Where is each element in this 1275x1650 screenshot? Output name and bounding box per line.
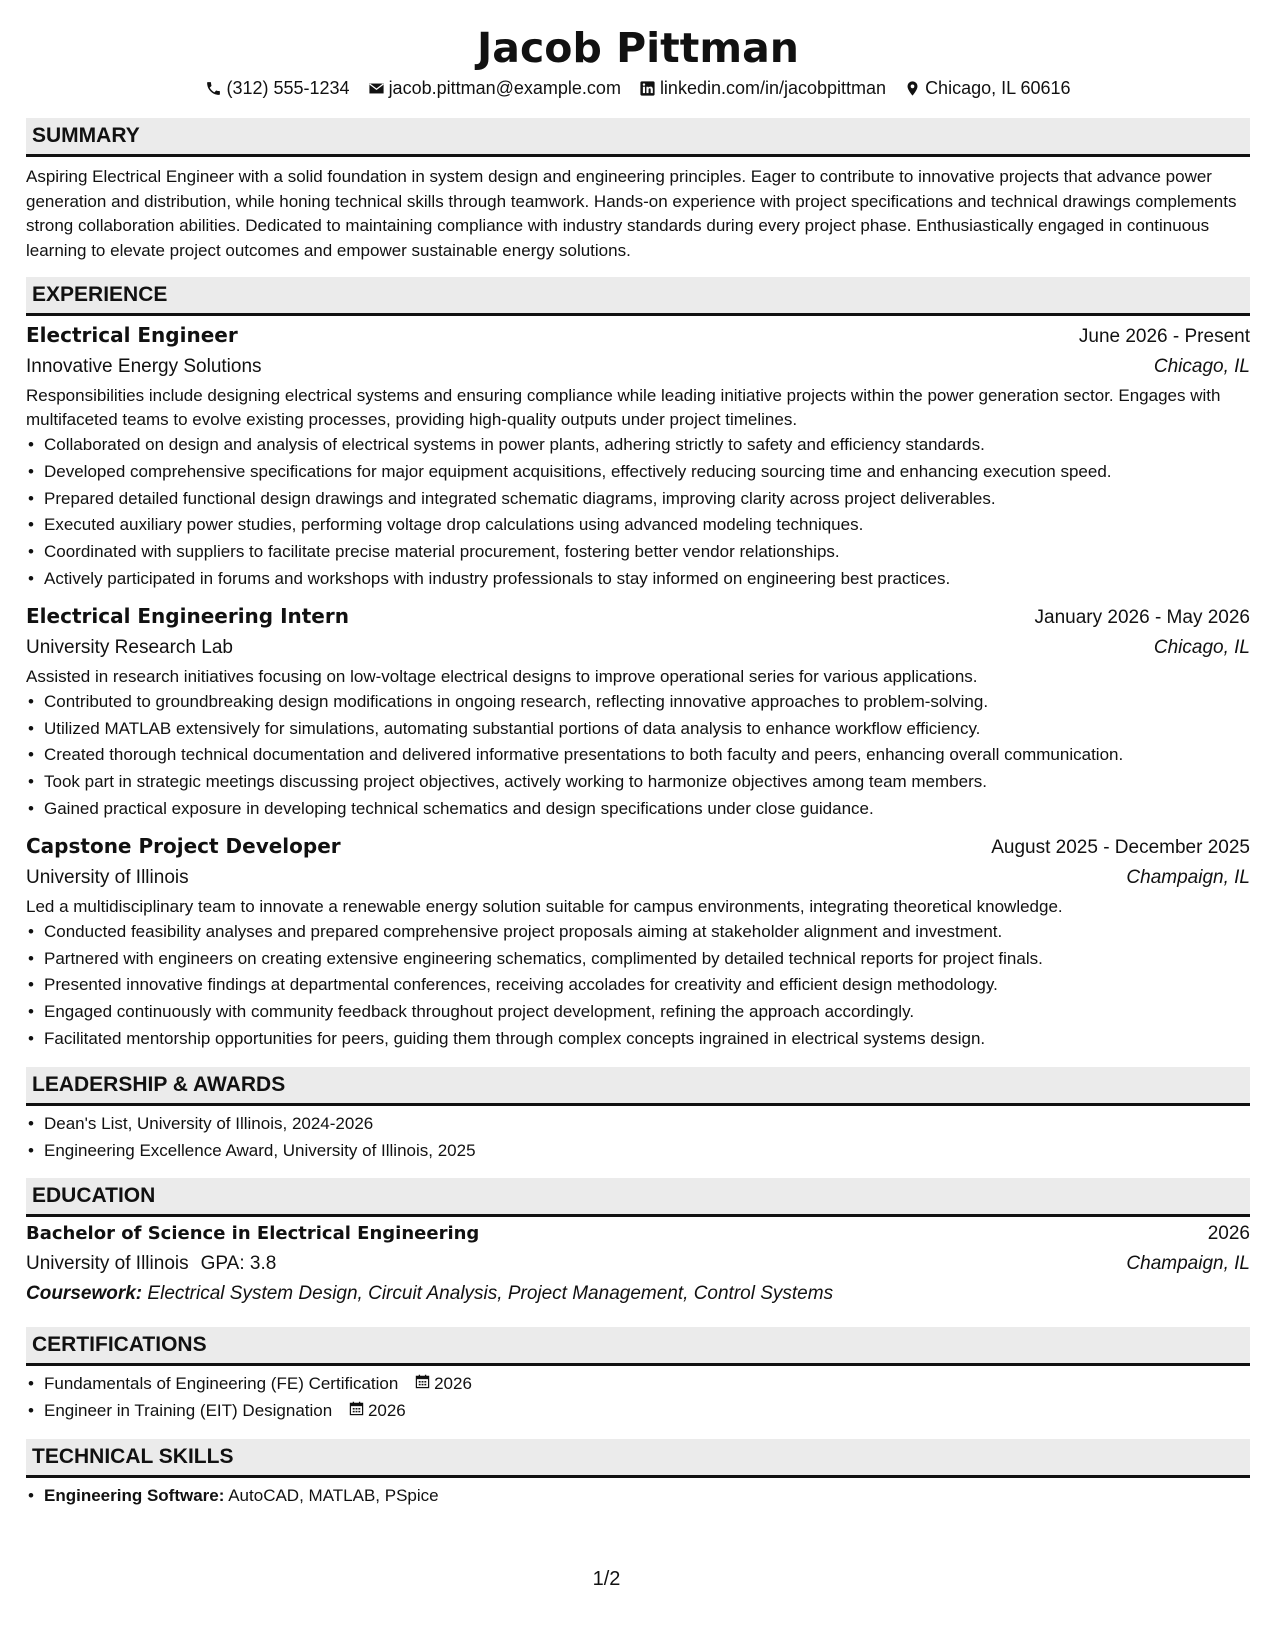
- section-heading: EXPERIENCE: [26, 277, 1250, 316]
- list-item: • Developed comprehensive specifications for major equipment acquisitions, effectively reducing sourcing time and enhancing execution speed.: [26, 459, 1250, 486]
- job-entry: [26, 831, 1250, 1053]
- job-title: Electrical Engineer: [26, 323, 238, 347]
- phone-text: (312) 555-1234: [226, 78, 350, 98]
- list-item: • Created thorough technical documentation and delivered informative presentations to both faculty and peers, enhancing overall communication.: [26, 742, 1250, 769]
- list-item: • Conducted feasibility analyses and prepared comprehensive project proposals aiming at stakeholder alignment and investment.: [26, 919, 1250, 946]
- certification-date: [349, 1398, 406, 1425]
- summary-section: [26, 118, 1250, 263]
- section-heading: EDUCATION: [26, 1178, 1250, 1217]
- phone-icon: [205, 80, 222, 97]
- skill-value: AutoCAD, MATLAB, PSpice: [228, 1485, 439, 1505]
- education-subheader: [26, 1249, 1250, 1279]
- list-item: • Prepared detailed functional design drawings and integrated schematic diagrams, improving clarity across project deliverables.: [26, 486, 1250, 513]
- job-subheader: [26, 633, 1250, 663]
- list-item: • Gained practical exposure in developing technical schematics and design specifications under close guidance.: [26, 796, 1250, 823]
- skills-list: [26, 1483, 1250, 1510]
- section-heading: SUMMARY: [26, 118, 1250, 157]
- job-entry: [26, 601, 1250, 823]
- section-heading: CERTIFICATIONS: [26, 1327, 1250, 1366]
- job-location: Champaign, IL: [1126, 866, 1250, 888]
- list-item: [26, 1371, 1250, 1398]
- list-item: [26, 1483, 1250, 1510]
- job-title: Electrical Engineering Intern: [26, 603, 349, 628]
- leadership-section: [26, 1067, 1250, 1165]
- envelope-icon: [368, 80, 385, 97]
- job-bullets: [26, 689, 1250, 823]
- list-item: • Facilitated mentorship opportunities for peers, guiding them through complex concepts ingrained in electrical systems design.: [26, 1026, 1250, 1053]
- list-item: • Contributed to groundbreaking design modifications in ongoing research, reflecting innovative approaches to problem-solving.: [26, 689, 1250, 716]
- certifications-section: [26, 1327, 1250, 1425]
- coursework: [26, 1279, 1250, 1309]
- contact-bar: [26, 76, 1250, 100]
- skills-section: [26, 1439, 1250, 1510]
- job-description: Responsibilities include designing electrical systems and ensuring compliance while leading initiative projects within the power generation sector. Engages with multifaceted teams to evolve existing processes, providing high-quality outputs under project timelines.: [26, 386, 1221, 429]
- awards-list: [26, 1111, 1250, 1165]
- job-company: Innovative Energy Solutions: [26, 356, 262, 377]
- linkedin-link[interactable]: linkedin.com/in/jacobpittman: [659, 78, 887, 98]
- school-name: University of Illinois: [26, 1253, 189, 1275]
- calendar-icon: [349, 1398, 364, 1425]
- education-section: [26, 1178, 1250, 1309]
- candidate-name: Jacob Pittman: [477, 24, 799, 72]
- job-header: [26, 320, 1250, 352]
- certification-name: Engineer in Training (EIT) Designation: [44, 1401, 333, 1421]
- job-title: Capstone Project Developer: [26, 833, 341, 858]
- certification-date: [415, 1371, 472, 1398]
- certification-year: 2026: [434, 1374, 472, 1394]
- contact-location: [904, 76, 1070, 100]
- page-number: 1/2: [592, 1568, 621, 1590]
- list-item: • Dean's List, University of Illinois, 2024-2026: [26, 1111, 1250, 1138]
- job-subheader: [26, 863, 1250, 893]
- list-item: • Engineering Excellence Award, University of Illinois, 2025: [26, 1138, 1250, 1165]
- list-item: [26, 1398, 1250, 1425]
- job-dates: August 2025 - December 2025: [991, 836, 1250, 858]
- list-item: • Presented innovative findings at departmental conferences, receiving accolades for creativity and efficient design methodology.: [26, 972, 1250, 999]
- resume-page: [26, 22, 1250, 1510]
- graduation-year: 2026: [1207, 1223, 1250, 1245]
- job-header: [26, 601, 1250, 633]
- job-company: University of Illinois: [26, 866, 189, 888]
- job-location: Chicago, IL: [1153, 636, 1250, 658]
- list-item: • Engaged continuously with community feedback throughout project development, refining the approach accordingly.: [26, 999, 1250, 1026]
- coursework-label: Coursework:: [26, 1283, 143, 1305]
- map-pin-icon: [904, 80, 921, 97]
- coursework-list: Electrical System Design, Circuit Analysis, Project Management, Control Systems: [147, 1283, 834, 1305]
- job-dates: January 2026 - May 2026: [1034, 606, 1250, 628]
- list-item: • Collaborated on design and analysis of electrical systems in power plants, adhering strictly to safety and efficiency standards.: [26, 432, 1250, 459]
- job-bullets: [26, 919, 1250, 1053]
- list-item: • Utilized MATLAB extensively for simulations, automating substantial portions of data analysis to enhance workflow efficiency.: [26, 716, 1250, 743]
- summary-text: Aspiring Electrical Engineer with a solid foundation in system design and engineering principles. Eager to contribute to innovative projects that advance power generation and distribution, while honing technical skills through teamwork. Hands-on experience with project specifications and technical drawings complements strong collaboration abilities. Dedicated to maintaining compliance with industry standards during every project phase. Enthusiastically engaged in continuous learning to elevate project outcomes and empower sustainable energy solutions.: [26, 167, 1237, 260]
- list-item: • Executed auxiliary power studies, performing voltage drop calculations using advanced modeling techniques.: [26, 512, 1250, 539]
- list-item: • Actively participated in forums and workshops with industry professionals to stay informed on engineering best practices.: [26, 566, 1250, 593]
- job-subheader: [26, 352, 1250, 382]
- section-heading: TECHNICAL SKILLS: [26, 1439, 1250, 1478]
- skill-label: Engineering Software:: [44, 1485, 225, 1505]
- job-company: University Research Lab: [26, 636, 233, 658]
- degree-title: Bachelor of Science in Electrical Engineering: [26, 1223, 480, 1245]
- job-entry: [26, 320, 1250, 593]
- calendar-icon: [415, 1371, 430, 1398]
- location-text: Chicago, IL 60616: [925, 78, 1071, 98]
- contact-phone: [205, 76, 349, 100]
- job-bullets: [26, 432, 1250, 593]
- list-item: • Took part in strategic meetings discussing project objectives, actively working to harmonize objectives among team members.: [26, 769, 1250, 796]
- gpa: GPA: 3.8: [200, 1253, 277, 1275]
- email-link[interactable]: jacob.pittman@example.com: [388, 78, 621, 98]
- job-location: Chicago, IL: [1153, 356, 1250, 377]
- section-heading: LEADERSHIP & AWARDS: [26, 1067, 1250, 1106]
- job-dates: June 2026 - Present: [1078, 326, 1250, 347]
- list-item: • Partnered with engineers on creating extensive engineering schematics, complimented by detailed technical reports for project finals.: [26, 946, 1250, 973]
- contact-email[interactable]: [368, 76, 621, 100]
- list-item: • Coordinated with suppliers to facilitate precise material procurement, fostering better vendor relationships.: [26, 539, 1250, 566]
- job-description: Led a multidisciplinary team to innovate a renewable energy solution suitable for campus environments, integrating theoretical knowledge.: [26, 896, 1063, 916]
- certification-year: 2026: [367, 1401, 406, 1421]
- school-location: Champaign, IL: [1126, 1253, 1250, 1275]
- education-header: [26, 1219, 1250, 1249]
- certifications-list: [26, 1371, 1250, 1425]
- certification-name: Fundamentals of Engineering (FE) Certification: [44, 1374, 399, 1394]
- job-header: [26, 831, 1250, 863]
- linkedin-icon: [639, 80, 656, 97]
- experience-section: [26, 277, 1250, 1053]
- contact-linkedin[interactable]: [639, 76, 886, 100]
- job-description: Assisted in research initiatives focusing on low-voltage electrical designs to improve operational series for various applications.: [26, 666, 978, 686]
